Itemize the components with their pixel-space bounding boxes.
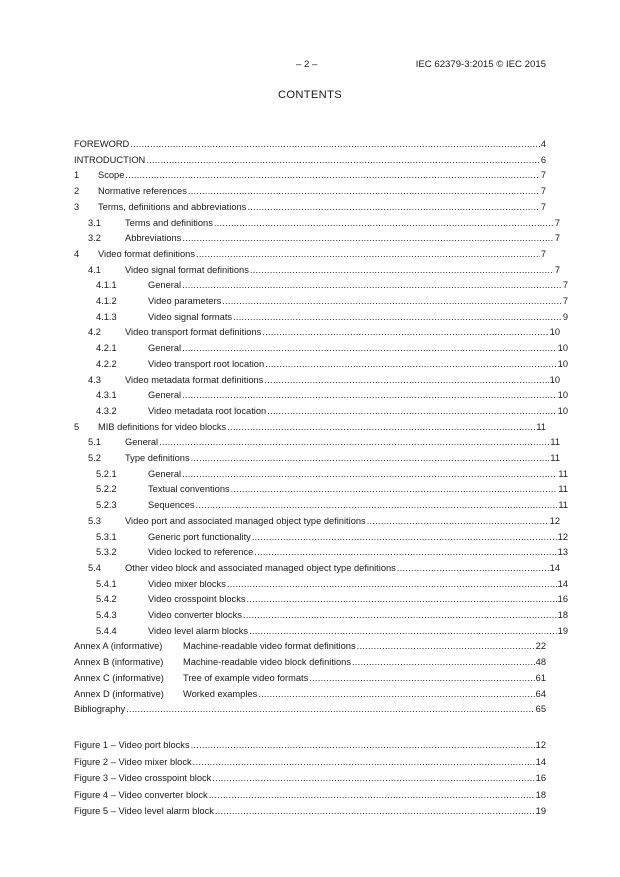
toc-entry-page: 13 [557,547,568,558]
toc-entry-page: 19 [557,625,568,636]
toc-entry[interactable] [74,262,560,276]
dot-leader [182,468,557,479]
toc-entry-number: 4.3 [88,374,101,385]
toc-entry[interactable] [74,607,568,621]
toc-entry-label: MIB definitions for video blocks [98,421,227,432]
figure-entry[interactable] [74,754,546,768]
toc-entry-page: 10 [549,327,560,338]
page-number: – 2 – [296,59,318,70]
toc-entry-label: General [148,468,182,479]
toc-entry-page: 16 [535,773,546,783]
toc-entry-number: 5.2 [88,453,101,463]
toc-entry[interactable] [74,513,560,527]
toc-entry[interactable] [74,215,560,229]
toc-entry-number: 4 [74,248,80,259]
dot-leader [264,374,548,385]
dot-leader [193,756,535,767]
toc-entry-page: 7 [554,217,560,228]
dot-leader [209,789,535,800]
toc-entry-label: Tree of example video formats [183,672,309,683]
toc-entry-number: 3.2 [88,233,101,244]
toc-entry[interactable] [74,560,560,574]
toc-entry-label: Video locked to reference [148,547,254,558]
toc-entry-label: Machine-readable video format definitions [183,641,356,652]
dot-leader [196,499,558,510]
toc-entry-page: 10 [557,358,568,369]
toc-entry-label: Abbreviations [125,233,182,244]
toc-entry[interactable] [74,591,568,605]
toc-entry-page: 18 [535,789,546,800]
dot-leader [243,609,557,620]
toc-entry-number: 5.2.2 [96,484,117,495]
toc-entry-label: Figure 5 – Video level alarm block [74,806,214,816]
toc-entry-label: Video transport format definitions [125,327,262,338]
toc-entry[interactable] [74,167,546,181]
toc-entry-number: 4.2.1 [96,343,117,354]
toc-entry-page: 16 [557,594,568,605]
toc-entry-number: 5.2.1 [96,468,117,479]
dot-leader [212,772,534,783]
toc-entry-page: 64 [535,688,546,699]
toc-entry-page: 12 [549,515,560,526]
toc-entry[interactable] [74,356,568,370]
toc-entry-page: 7 [540,248,546,259]
toc-entry[interactable] [74,686,546,700]
toc-entry-label: Bibliography [74,704,126,715]
standard-identifier: IEC 62379-3:2015 © IEC 2015 [415,59,546,70]
toc-entry[interactable] [74,183,546,197]
figure-entry[interactable] [74,803,546,817]
dot-leader [397,562,549,573]
dot-leader [214,217,554,228]
dot-leader [126,703,534,714]
toc-entry-label: Normative references [98,186,187,197]
toc-entry[interactable] [74,246,546,260]
dot-leader [182,279,562,290]
toc-entry-page: 7 [554,233,560,244]
toc-entry-label: Sequences [148,500,195,511]
toc-entry-label: Textual conventions [148,484,230,495]
dot-leader [233,311,562,322]
toc-entry[interactable] [74,466,568,480]
toc-entry-page: 10 [557,390,568,401]
toc-entry-label: General [148,280,182,291]
toc-entry[interactable] [74,277,568,291]
toc-entry[interactable] [74,450,560,464]
toc-entry-number: Annex B (informative) [74,657,164,668]
toc-entry[interactable] [74,529,568,543]
toc-entry[interactable] [74,544,568,558]
toc-entry-label: Video signal formats [148,311,233,322]
dot-leader [357,640,535,651]
toc-entry-number: 1 [74,170,80,181]
toc-entry-page: 11 [550,453,560,463]
toc-entry-page: 11 [558,500,568,511]
toc-entry-label: General [148,343,182,354]
dot-leader [222,295,562,306]
toc-entry-label: Video level alarm blocks [148,625,249,636]
toc-entry-label: Video parameters [148,296,222,306]
toc-entry-page: 65 [535,704,546,715]
toc-entry[interactable] [74,136,546,150]
toc-entry[interactable] [74,623,568,637]
toc-entry-label: Other video block and associated managed object type definitions [125,562,396,573]
toc-entry[interactable] [74,152,546,166]
toc-entry-page: 14 [535,756,546,767]
dot-leader [265,358,557,369]
dot-leader [250,264,554,275]
toc-entry-label: Video metadata root location [148,405,267,416]
toc-entry[interactable] [74,324,560,338]
toc-entry-number: Annex D (informative) [74,688,164,699]
page-header [0,59,620,73]
dot-leader [352,656,535,667]
toc-entry-page: 11 [536,421,546,432]
toc-entry-number: 2 [74,186,80,197]
toc-entry-page: 7 [562,280,568,291]
dot-leader [262,326,548,337]
figure-entry[interactable] [74,787,546,801]
toc-entry-number: 5.3.2 [96,547,117,558]
dot-leader [267,405,556,416]
dot-leader [188,185,540,196]
toc-entry-number: 4.1.3 [96,311,117,322]
toc-entry-number: 5 [74,421,80,432]
toc-entry-label: Video signal format definitions [125,264,249,275]
toc-entry-label: Video crosspoint blocks [148,594,246,605]
toc-entry-page: 11 [558,484,568,495]
toc-entry-number: 5.3.1 [96,531,117,542]
dot-leader [215,805,535,816]
toc-entry-page: 7 [554,264,560,275]
dot-leader [130,138,540,149]
toc-entry-page: 7 [540,186,546,197]
toc-entry-page: 10 [557,405,568,416]
toc-entry-number: 4.3.1 [96,390,117,401]
toc-entry[interactable] [74,309,568,323]
dot-leader [182,232,553,243]
toc-entry-label: Scope [98,170,125,181]
toc-entry-number: 4.3.2 [96,405,117,416]
toc-entry[interactable] [74,387,568,401]
toc-entry[interactable] [74,434,560,448]
toc-entry-number: 5.3 [88,515,101,526]
toc-entry-label: Figure 3 – Video crosspoint block [74,773,212,783]
dot-leader [258,688,534,699]
toc-entry[interactable] [74,576,568,590]
toc-entry-page: 19 [535,806,546,816]
toc-entry-number: 5.1 [88,437,101,448]
figure-entry[interactable] [74,770,546,784]
toc-entry-page: 61 [535,672,546,683]
toc-entry-label: INTRODUCTION [74,154,146,165]
toc-entry-number: 5.4.1 [96,578,117,589]
toc-entry-label: FOREWORD [74,139,130,149]
dot-leader [159,436,549,447]
toc-entry-label: Terms and definitions [125,217,213,228]
toc-entry-label: General [125,437,159,448]
toc-entry[interactable] [74,340,568,354]
figure-entry[interactable] [74,737,546,751]
toc-entry-page: 12 [557,531,568,542]
dot-leader [247,201,540,212]
toc-entry-label: Figure 1 – Video port blocks [74,740,190,750]
dot-leader [254,546,556,557]
toc-entry-label: Type definitions [125,453,190,463]
dot-leader [309,672,534,683]
toc-entry[interactable] [74,638,546,652]
toc-entry-number: Annex A (informative) [74,641,163,652]
dot-leader [231,483,558,494]
dot-leader [146,154,540,165]
dot-leader [252,531,557,542]
toc-entry-label: Terms, definitions and abbreviations [98,201,247,212]
toc-entry-number: 3 [74,201,80,212]
toc-entry-number: 4.2.2 [96,358,117,369]
toc-entry-label: Video transport root location [148,358,265,369]
toc-entry-page: 14 [557,578,568,589]
dot-leader [367,515,549,526]
toc-entry-number: 5.4.3 [96,610,117,620]
toc-entry-number: Annex C (informative) [74,672,164,683]
toc-entry[interactable] [74,481,568,495]
toc-entry[interactable] [74,701,546,715]
toc-entry-number: 5.2.3 [96,500,117,511]
toc-entry-number: 4.1 [88,264,101,275]
toc-entry-label: Figure 2 – Video mixer block [74,756,192,767]
toc-entry[interactable] [74,372,560,386]
toc-entry[interactable] [74,403,568,417]
toc-entry-label: Video port and associated managed object type definitions [125,515,366,526]
toc-entry[interactable] [74,497,568,511]
toc-entry[interactable] [74,230,560,244]
toc-entry-page: 7 [540,201,546,212]
toc-entry-page: 18 [557,610,568,620]
toc-entry-number: 5.4.2 [96,594,117,605]
toc-entry-number: 5.4.4 [96,625,117,636]
toc-entry[interactable] [74,199,546,213]
dot-leader [196,248,540,259]
toc-entry-page: 14 [549,562,560,573]
page-title: CONTENTS [278,89,342,101]
dot-leader [125,169,539,180]
dot-leader [249,625,557,636]
toc-entry-page: 9 [562,311,568,322]
toc-entry-page: 22 [535,641,546,652]
toc-entry-label: Figure 4 – Video converter block [74,789,208,800]
dot-leader [227,578,557,589]
toc-entry-number: 3.1 [88,217,101,228]
toc-entry-page: 11 [558,468,568,479]
toc-entry-page: 7 [562,296,568,306]
dot-leader [191,452,550,463]
toc-entry-label: General [148,390,182,401]
dot-leader [191,739,535,750]
toc-entry-page: 10 [557,343,568,354]
toc-entry-label: Video mixer blocks [148,578,226,589]
dot-leader [182,342,557,353]
toc-entry-page: 7 [540,170,546,181]
toc-entry[interactable] [74,670,546,684]
toc-entry-label: Machine-readable video block definitions [183,657,351,668]
dot-leader [247,593,557,604]
toc-entry[interactable] [74,293,568,307]
toc-entry-number: 4.2 [88,327,101,338]
toc-entry-label: Worked examples [183,688,258,699]
toc-entry-page: 12 [535,740,546,750]
toc-entry[interactable] [74,654,546,668]
toc-entry-page: 11 [550,437,560,448]
toc-entry-page: 48 [535,657,546,668]
toc-entry-number: 5.4 [88,562,101,573]
toc-entry-page: 6 [540,154,546,165]
toc-entry-label: Video metadata format definitions [125,374,264,385]
toc-entry-number: 4.1.1 [96,280,117,291]
toc-entry-label: Video format definitions [98,248,195,259]
dot-leader [182,389,557,400]
toc-entry[interactable] [74,419,546,433]
toc-entry-label: Generic port functionality [148,531,251,542]
dot-leader [227,421,535,432]
toc-entry-page: 10 [549,374,560,385]
toc-entry-label: Video converter blocks [148,610,242,620]
toc-entry-number: 4.1.2 [96,296,117,306]
toc-entry-page: 4 [540,139,546,149]
